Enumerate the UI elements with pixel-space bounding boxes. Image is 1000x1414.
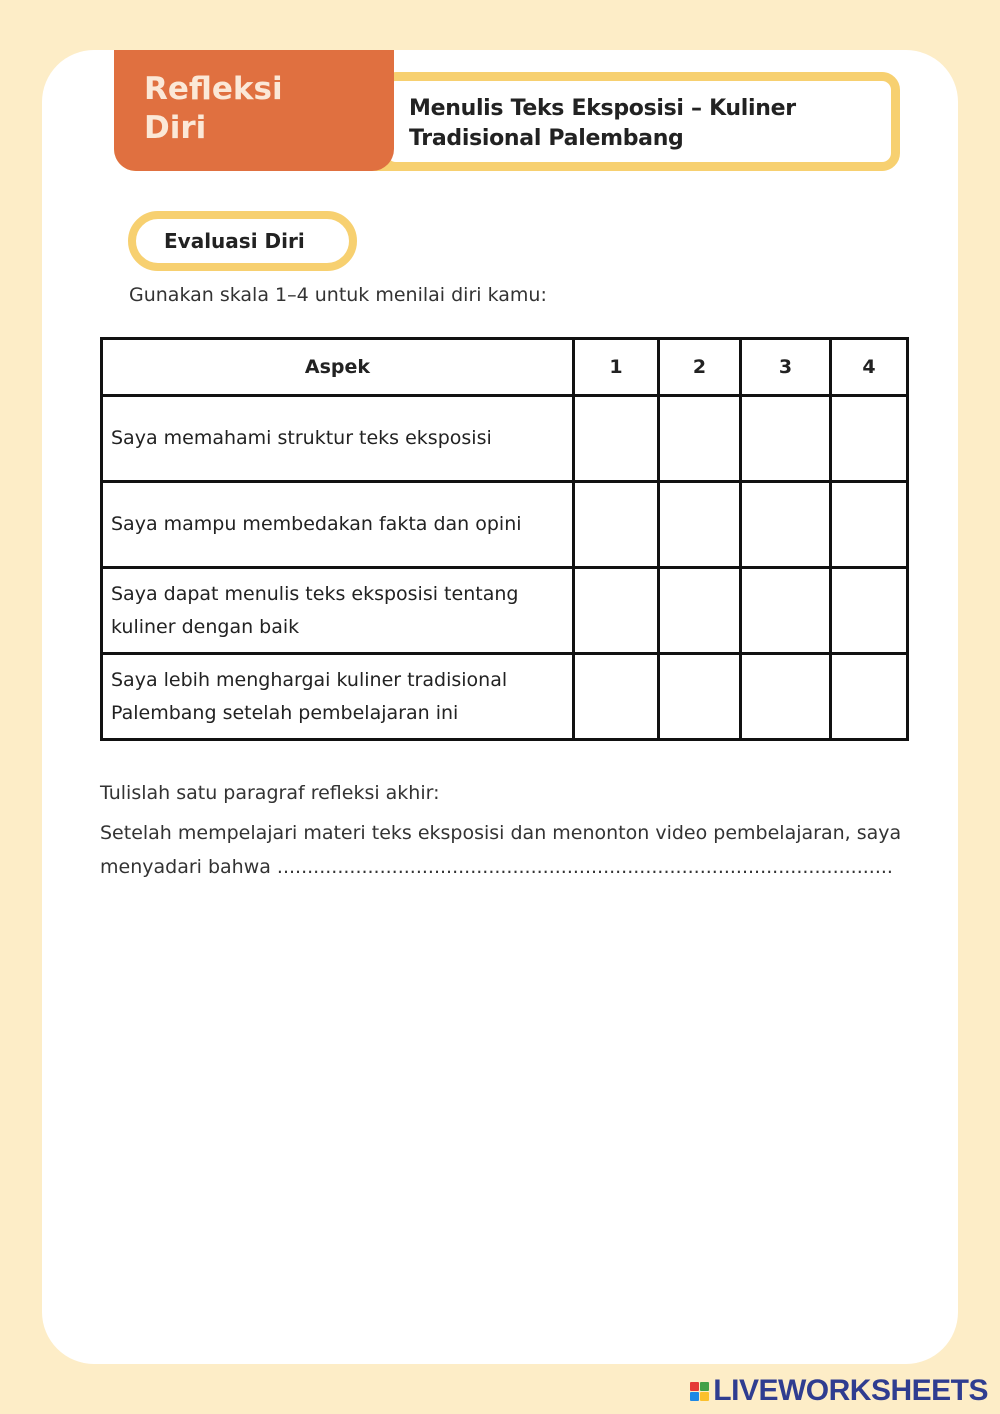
score-cell[interactable] (659, 482, 741, 568)
header-badge (114, 50, 394, 171)
table-row (102, 654, 908, 740)
header-score-1: 1 (574, 339, 659, 396)
score-cell[interactable] (659, 654, 741, 740)
aspect-cell: Saya memahami struktur teks eksposisi (102, 396, 574, 482)
table-row (102, 396, 908, 482)
score-cell[interactable] (741, 396, 831, 482)
aspect-cell: Saya lebih menghargai kuliner tradisional Palembang setelah pembelajaran ini (102, 654, 574, 740)
score-cell[interactable] (574, 568, 659, 654)
score-cell[interactable] (741, 482, 831, 568)
section-label-pill (128, 211, 357, 271)
liveworksheets-brand: LIVEWORKSHEETS (713, 1374, 988, 1407)
logo-square (690, 1392, 699, 1401)
score-cell[interactable] (831, 482, 908, 568)
instruction-text: Gunakan skala 1–4 untuk menilai diri kamu: (129, 284, 547, 306)
header-score-3: 3 (741, 339, 831, 396)
page-title: Menulis Teks Eksposisi – Kuliner Tradisional Palembang (409, 96, 796, 151)
logo-square (700, 1382, 709, 1391)
logo-square (690, 1382, 699, 1391)
score-cell[interactable] (831, 654, 908, 740)
header-title-box (378, 72, 900, 171)
header-badge-line1: Refleksi (144, 71, 283, 107)
aspect-cell: Saya dapat menulis teks eksposisi tentang kuliner dengan baik (102, 568, 574, 654)
score-cell[interactable] (741, 654, 831, 740)
header-badge-title (144, 70, 294, 148)
table-header-row (102, 339, 908, 396)
self-evaluation-table (100, 337, 909, 741)
header-score-4: 4 (831, 339, 908, 396)
header-score-2: 2 (659, 339, 741, 396)
liveworksheets-logo[interactable] (690, 1374, 988, 1408)
header-badge-line2: Diri (144, 110, 207, 146)
header-aspek: Aspek (102, 339, 574, 396)
score-cell[interactable] (574, 654, 659, 740)
score-cell[interactable] (574, 396, 659, 482)
score-cell[interactable] (659, 568, 741, 654)
table-row (102, 568, 908, 654)
logo-square (700, 1392, 709, 1401)
reflection-prompt[interactable]: Setelah mempelajari materi teks eksposisi dan menonton video pembelajaran, saya menyadari bahwa ...................................................................................................... (100, 822, 902, 878)
score-cell[interactable] (831, 568, 908, 654)
aspect-cell: Saya mampu membedakan fakta dan opini (102, 482, 574, 568)
score-cell[interactable] (574, 482, 659, 568)
reflection-label: Tulislah satu paragraf refleksi akhir: (100, 782, 440, 804)
score-cell[interactable] (659, 396, 741, 482)
section-label: Evaluasi Diri (164, 229, 305, 253)
table-row (102, 482, 908, 568)
score-cell[interactable] (741, 568, 831, 654)
score-cell[interactable] (831, 396, 908, 482)
liveworksheets-logo-icon (690, 1382, 709, 1401)
